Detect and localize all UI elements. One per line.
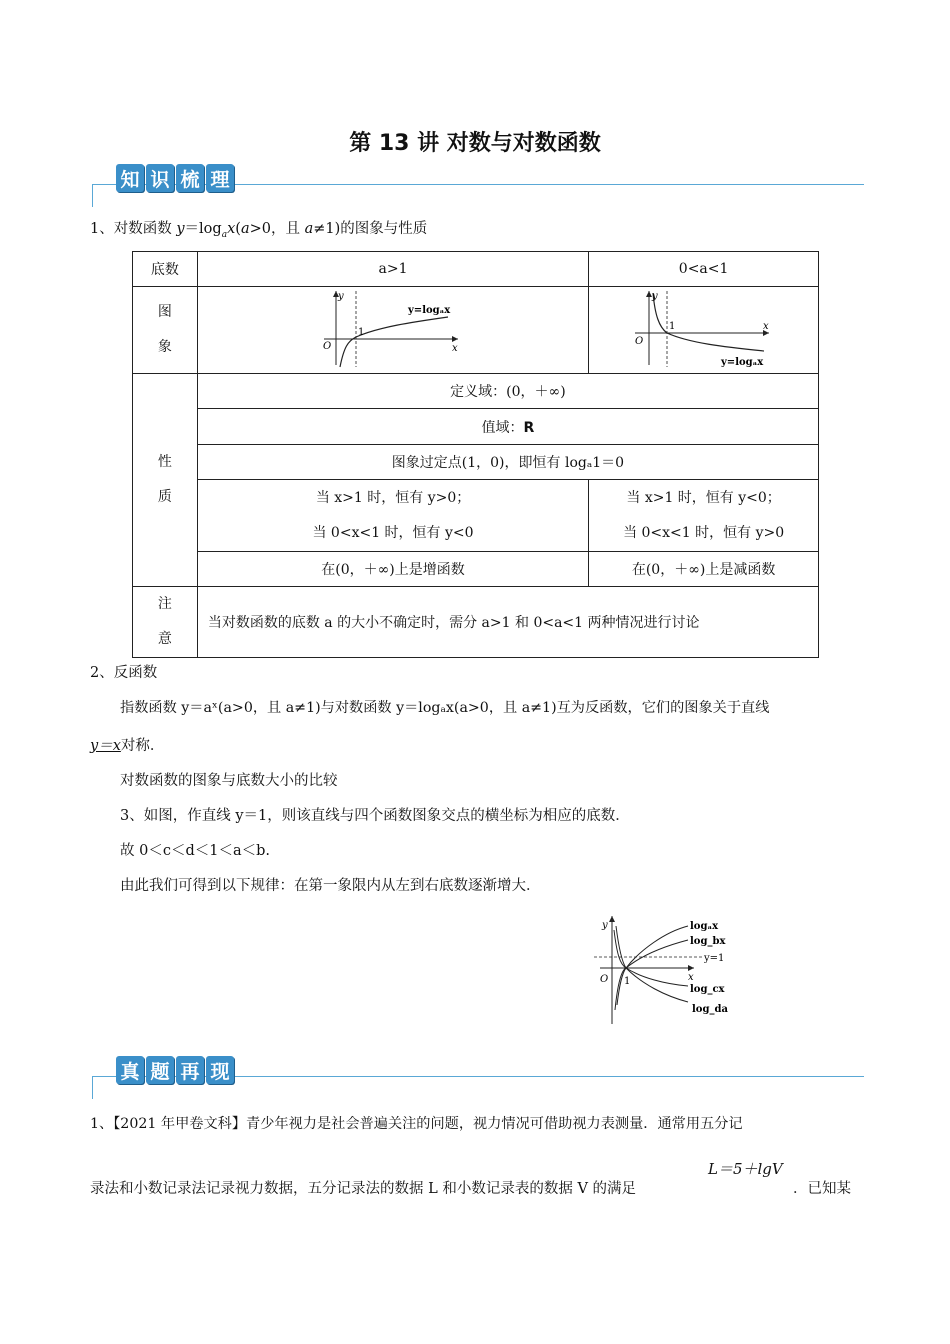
axis-label: x [688, 972, 694, 983]
cell-mono-decreasing: 在(0，＋∞)上是减函数 [589, 552, 819, 587]
line-label: y=1 [704, 953, 725, 964]
cell-label [133, 287, 198, 374]
banner-char: 现 [206, 1056, 234, 1084]
inverse-text: 对称． [120, 738, 165, 754]
cell-mono-increasing: 在(0，＋∞)上是增函数 [197, 552, 588, 587]
base-comparison-figure [590, 910, 750, 1028]
cell-col1-head: a>1 [197, 252, 588, 287]
heading-text: ( [235, 221, 241, 237]
axis-label: x [762, 321, 769, 332]
table-row [133, 409, 819, 445]
banner-char: 理 [206, 164, 234, 192]
table-row [133, 445, 819, 480]
problem1-line1: 1、【2021 年甲卷文科】青少年视力是社会普遍关注的问题，视力情况可借助视力表测量．通常用五分记 [90, 1116, 743, 1132]
rule-text: 由此我们可得到以下规律：在第一象限内从左到右底数逐渐增大． [120, 878, 541, 894]
banner-char: 识 [146, 164, 174, 192]
range-text: 值域： [481, 419, 524, 436]
table-row [133, 374, 819, 409]
section-banner-exam [92, 1062, 864, 1102]
axis-label: x [452, 343, 458, 354]
underline-eq: y＝x [90, 738, 121, 754]
cell-label [133, 587, 198, 658]
cell-domain: 定义域：(0，＋∞) [197, 374, 818, 409]
origin-label: O [323, 341, 332, 352]
heading-var: y [176, 221, 185, 237]
sign-text: 当 x>1 时，恒有 y<0； [626, 489, 781, 506]
log-graph-increasing [318, 287, 468, 369]
heading-sub: a [221, 229, 228, 240]
axis-label: y [651, 291, 658, 302]
label-char: 意 [157, 631, 172, 647]
problem1-formula: L＝5＋lgV [708, 1160, 783, 1178]
problem1-line2: 录法和小数记录法记录视力数据，五分记录法的数据 L 和小数记录表的数据 V 的满足 [90, 1181, 637, 1197]
heading-text: ≠1)的图象与性质 [313, 221, 428, 237]
cell-note: 当对数函数的底数 a 的大小不确定时，需分 a>1 和 0<a<1 两种情况进行讨论 [197, 587, 818, 658]
range-symbol: R [523, 419, 535, 436]
label-char: 图 [157, 304, 172, 320]
section1-heading [90, 218, 427, 246]
axis-label: y [338, 291, 344, 302]
cell-graph-increasing [197, 287, 588, 374]
curve-label: logₐx [690, 921, 719, 932]
cell-col2-head: 0<a<1 [589, 252, 819, 287]
sign-text: 当 0<x<1 时，恒有 y<0 [312, 524, 474, 541]
table-row [133, 587, 819, 658]
section-banner-knowledge [92, 170, 864, 210]
inverse-text-line2 [90, 735, 164, 757]
curve-label: log_da [692, 1004, 728, 1015]
tick-label: 1 [668, 321, 675, 332]
table-row [133, 552, 819, 587]
banner-char: 再 [176, 1056, 204, 1084]
log-properties-table [132, 251, 819, 658]
table-row [133, 480, 819, 552]
order-text: 故 0＜c＜d＜1＜a＜b. [120, 843, 270, 859]
curve-label: y=logₐx [720, 357, 763, 368]
banner-char: 知 [116, 164, 144, 192]
label-char: 注 [157, 596, 172, 612]
heading-var: x [227, 221, 236, 237]
table-row [133, 252, 819, 287]
cell-label: 底数 [133, 252, 198, 287]
banner-char: 真 [116, 1056, 144, 1084]
banner-bracket [92, 184, 115, 207]
heading-text: ＝log [184, 221, 222, 237]
axis-label: y [602, 920, 608, 931]
curve-label: y=logₐx [408, 305, 451, 316]
label-char: 性 [157, 454, 172, 470]
curve-label: log_cx [690, 984, 725, 995]
curve-label: log_bx [690, 936, 726, 947]
heading-text: 1、对数函数 [90, 221, 177, 237]
origin-label: O [600, 974, 609, 985]
tick-label: 1 [358, 327, 365, 338]
cell-range [197, 409, 818, 445]
tick-label: 1 [624, 976, 631, 987]
label-char: 质 [157, 489, 172, 505]
inverse-text-line1: 指数函数 y＝aˣ(a>0，且 a≠1)与对数函数 y＝logₐx(a>0，且 a≠1)互为反函数，它们的图象关于直线 [120, 700, 770, 716]
banner-char: 题 [146, 1056, 174, 1084]
cell-graph-decreasing [589, 287, 819, 374]
section3-text: 3、如图，作直线 y＝1，则该直线与四个函数图象交点的横坐标为相应的底数． [120, 808, 630, 824]
cell-fixed-point: 图象过定点(1，0)，即恒有 logₐ1＝0 [197, 445, 818, 480]
cell-sign-decreasing [589, 480, 819, 552]
table-row [133, 287, 819, 374]
heading-var: a [304, 221, 314, 237]
cell-sign-increasing [197, 480, 588, 552]
compare-heading: 对数函数的图象与底数大小的比较 [120, 773, 338, 789]
heading-var: a [240, 221, 250, 237]
banner-char: 梳 [176, 164, 204, 192]
banner-bracket [92, 1076, 115, 1099]
heading-text: >0，且 [249, 221, 305, 237]
log-graph-decreasing [629, 287, 779, 369]
sign-text: 当 0<x<1 时，恒有 y>0 [623, 524, 785, 541]
sign-text: 当 x>1 时，恒有 y>0； [315, 489, 471, 506]
cell-label [133, 374, 198, 587]
origin-label: O [634, 336, 643, 347]
label-char: 象 [157, 339, 172, 355]
problem1-line2-end: ．已知某 [793, 1181, 851, 1197]
section2-heading: 2、反函数 [90, 665, 158, 681]
page-title: 第 13 讲 对数与对数函数 [349, 131, 601, 156]
